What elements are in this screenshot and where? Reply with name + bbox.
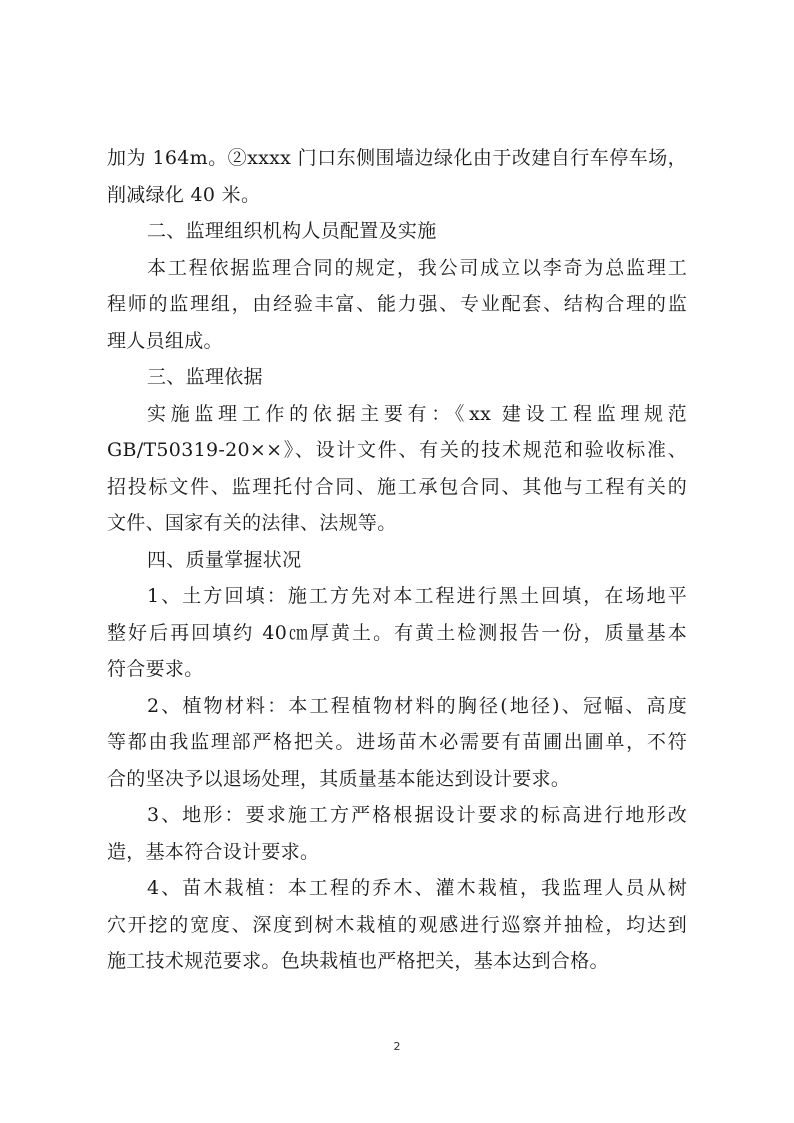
text-line: 合的坚决予以退场处理，其质量基本能达到设计要求。 (107, 767, 571, 790)
text-line: 文件、国家有关的法律、法规等。 (107, 512, 397, 534)
text-line: 本工程依据监理合同的规定，我公司成立以李奇为总监理工 (147, 256, 687, 279)
text-line: 削减绿化 40 米。 (107, 183, 261, 206)
text-line: 理人员组成。 (107, 329, 223, 352)
text-line: 3、地形：要求施工方严格根据设计要求的标高进行地形改 (147, 804, 687, 826)
page-number: 2 (393, 1040, 401, 1053)
text-line: 招投标文件、监理托付合同、施工承包合同、其他与工程有关的 (107, 475, 687, 498)
text-line: 加为 164m。②xxxx 门口东侧围墙边绿化由于改建自行车停车场， (107, 147, 687, 169)
text-line: 2、植物材料：本工程植物材料的胸径(地径)、冠幅、高度 (147, 694, 687, 717)
section-heading: 二、监理组织机构人员配置及实施 (147, 220, 437, 242)
text-line: 4、苗木栽植：本工程的乔木、灌木栽植，我监理人员从树 (147, 877, 687, 899)
text-line: 施工技术规范要求。色块栽植也严格把关，基本达到合格。 (107, 950, 609, 972)
section-heading: 三、监理依据 (147, 366, 263, 388)
document-body (107, 140, 687, 980)
section-heading: 四、质量掌握状况 (147, 548, 302, 571)
text-line: 穴开挖的宽度、深度到树木栽植的观感进行巡察并抽检，均达到 (107, 913, 687, 936)
text-line: 整好后再回填约 40㎝厚黄土。有黄土检测报告一份，质量基本 (107, 621, 687, 644)
text-line: 程师的监理组，由经验丰富、能力强、专业配套、结构合理的监 (107, 293, 687, 315)
text-line: 等都由我监理部严格把关。进场苗木必需要有苗圃出圃单，不符 (107, 731, 687, 753)
text-line: 造，基本符合设计要求。 (107, 840, 320, 863)
text-line: 实施监理工作的依据主要有：《xx 建设工程监理规范 (147, 402, 687, 425)
text-line: 1、土方回填：施工方先对本工程进行黑土回填，在场地平 (147, 585, 687, 607)
text-line: GB/T50319-20××》、设计文件、有关的技术规范和验收标准、 (107, 439, 687, 461)
text-line: 符合要求。 (107, 658, 204, 680)
